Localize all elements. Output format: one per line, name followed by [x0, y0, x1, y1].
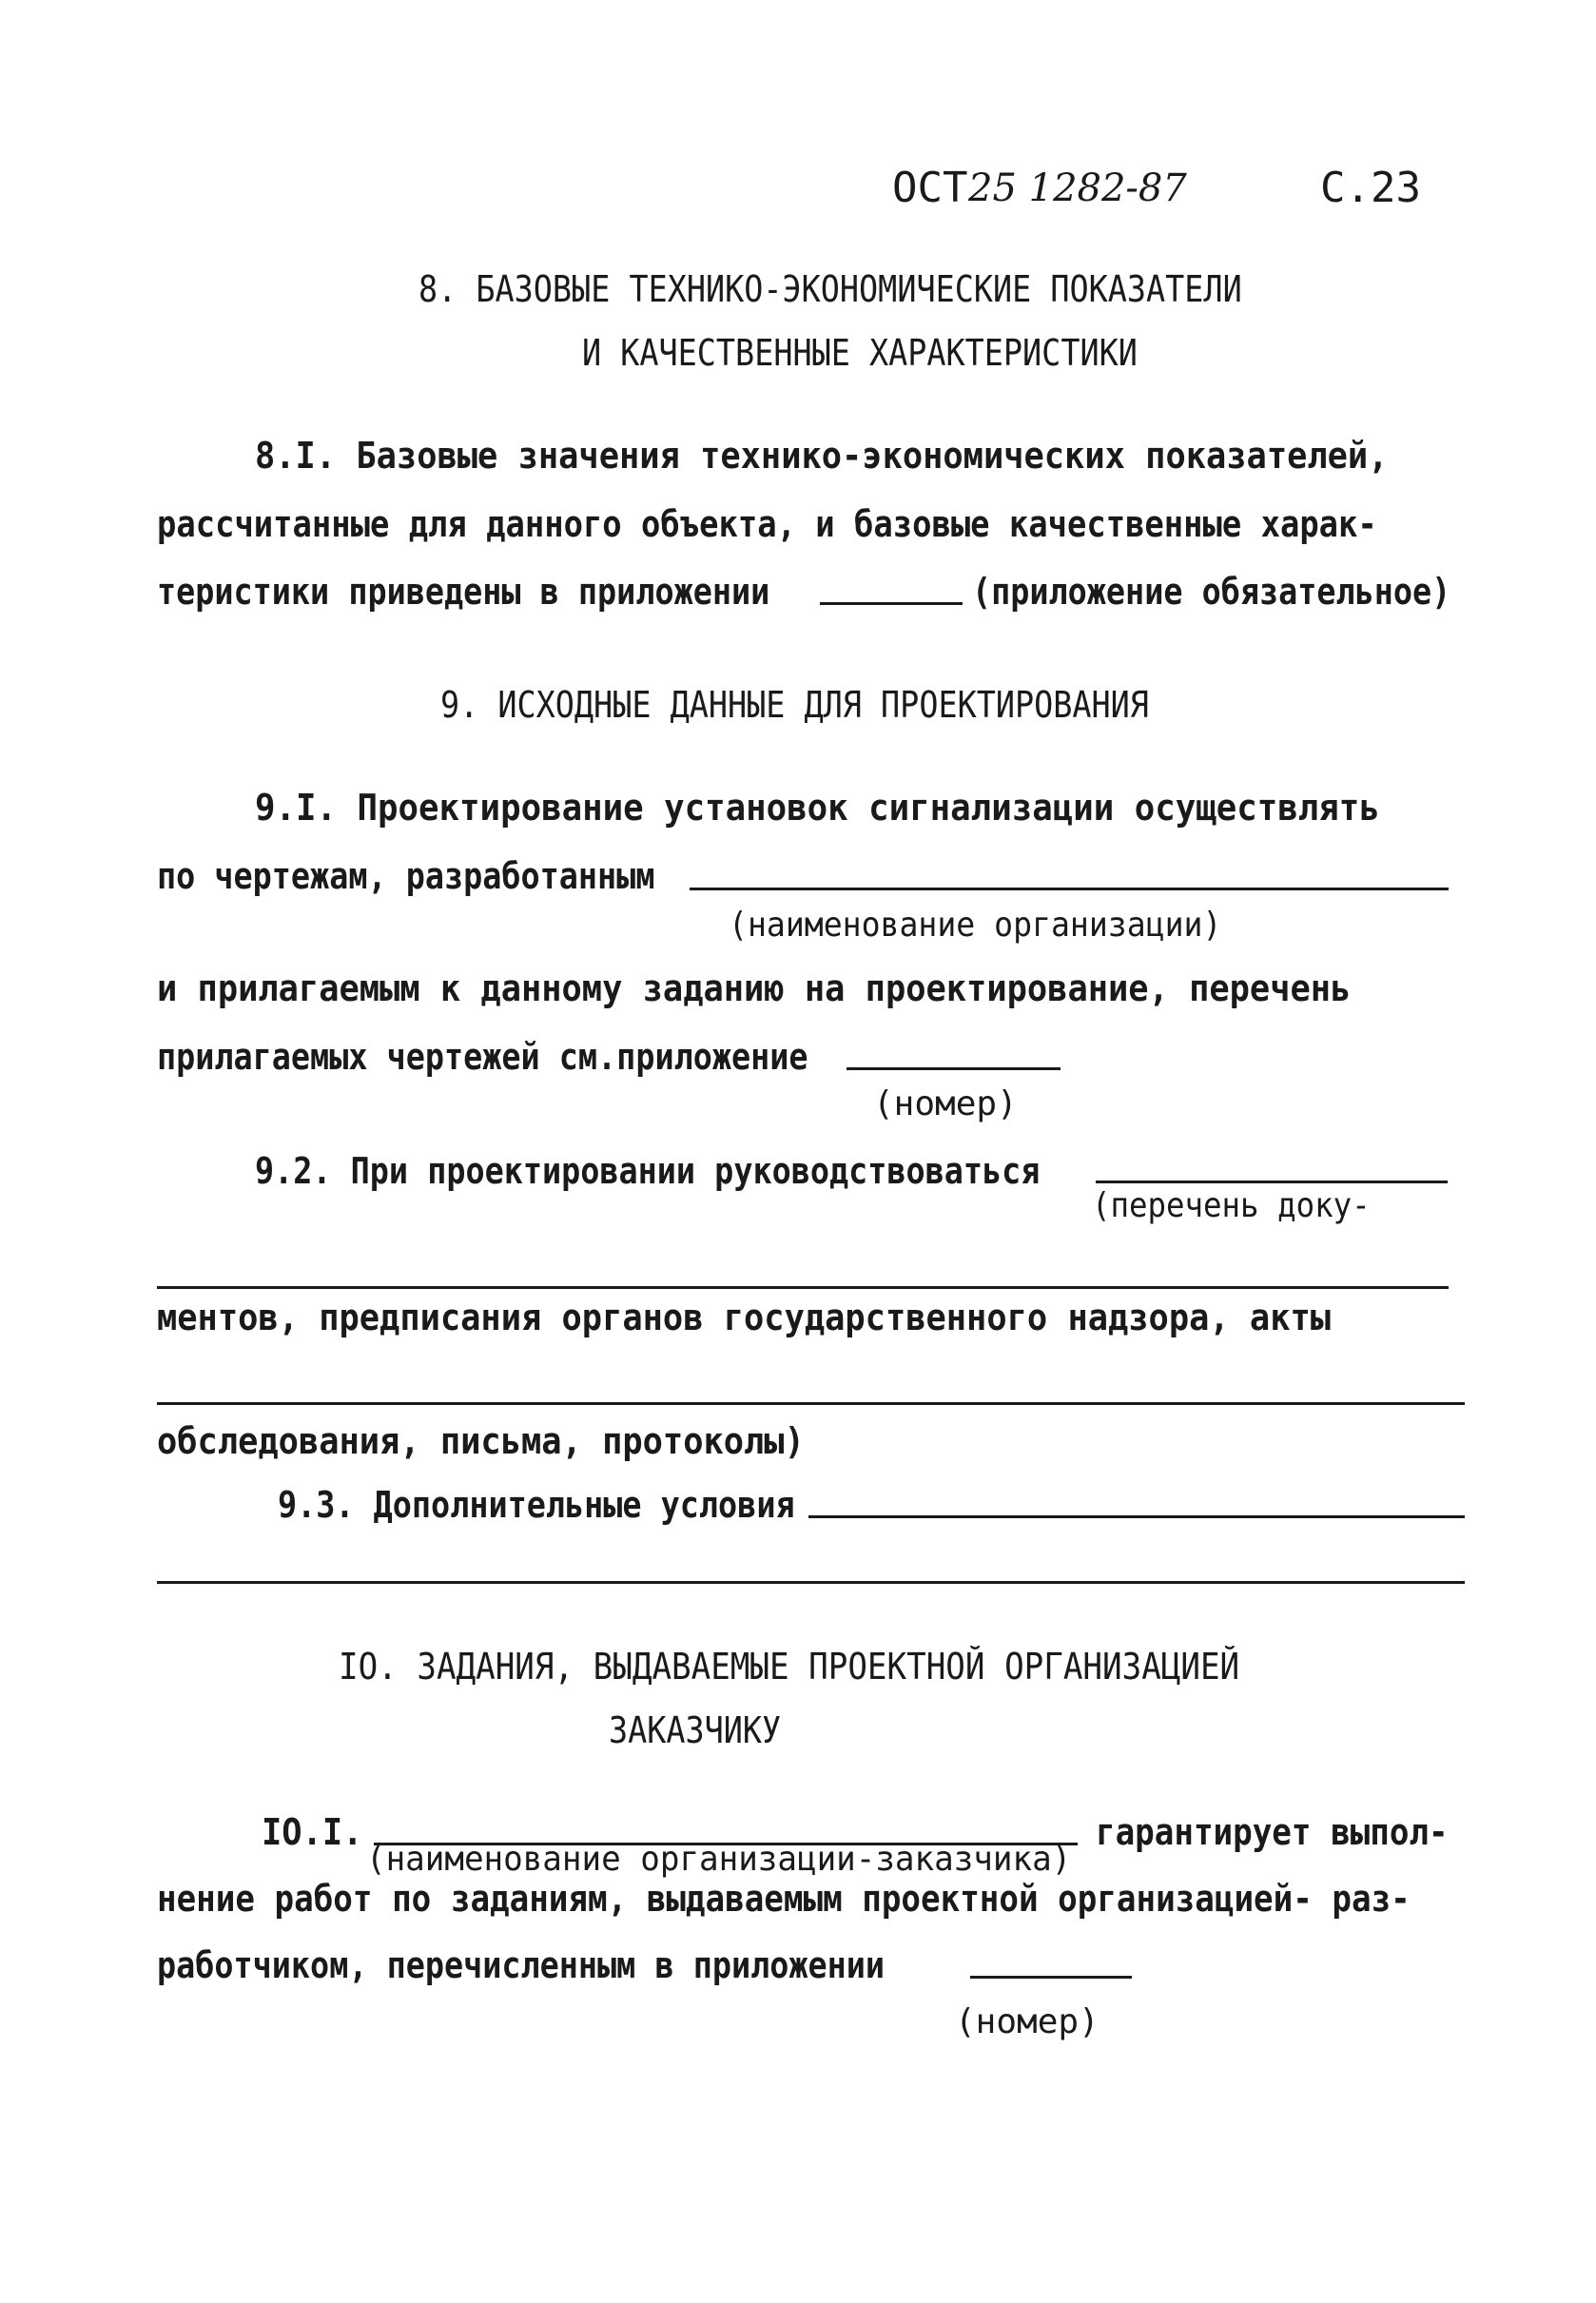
works-number-blank-line [970, 1976, 1132, 1979]
section9-p1-line2: по чертежам, разработанным [157, 855, 655, 897]
section10-heading-line1: IO. ЗАДАНИЯ, ВЫДАВАЕМЫЕ ПРОЕКТНОЙ ОРГАНИЗАЦИЕЙ [339, 1646, 1240, 1688]
customer-caption: (наименование организации-заказчика) [366, 1840, 1072, 1879]
documents-blank-line [1096, 1181, 1448, 1183]
section8-p1-line3: теристики приведены в приложении [157, 571, 770, 613]
section9-p2-line2: ментов, предписания органов государственного надзора, акты [157, 1297, 1332, 1338]
section10-p1-num: IO.I. [262, 1811, 363, 1853]
documents-blank-line-2 [157, 1286, 1449, 1289]
ost-label: ОСТ [892, 164, 968, 212]
section8-p1-line1: 8.I. Базовые значения технико-экономических показателей, [255, 435, 1389, 477]
section10-p1-line2: нение работ по заданиям, выдаваемым проектной организацией- раз- [157, 1878, 1411, 1920]
ost-number: 25 1282-87 [968, 166, 1187, 210]
section9-p2-line3: обследования, письма, протоколы) [157, 1420, 805, 1462]
section8-heading-line2: И КАЧЕСТВЕННЫЕ ХАРАКТЕРИСТИКИ [582, 332, 1138, 374]
section9-heading: 9. ИСХОДНЫЕ ДАННЫЕ ДЛЯ ПРОЕКТИРОВАНИЯ [440, 684, 1149, 726]
appendix-note: (приложение обязательное) [972, 571, 1451, 613]
conditions-blank-line [808, 1515, 1465, 1518]
appendix-blank-line [820, 602, 963, 605]
section9-p1-line1: 9.I. Проектирование установок сигнализации осуществлять [255, 787, 1380, 829]
page-number: С.23 [1320, 164, 1421, 212]
documents-caption: (перечень доку- [1092, 1186, 1371, 1225]
organization-caption: (наименование организации) [729, 906, 1222, 945]
documents-blank-line-3 [157, 1402, 1465, 1405]
drawings-number-blank-line [847, 1067, 1061, 1070]
section10-p1-tail: гарантирует выпол- [1096, 1811, 1449, 1853]
number-caption-2: (номер) [955, 2002, 1100, 2041]
conditions-blank-line-2 [157, 1581, 1465, 1584]
section9-p1-line3: и прилагаемым к данному заданию на проектирование, перечень [157, 967, 1352, 1009]
organization-blank-line [690, 888, 1449, 890]
section9-p2-line1: 9.2. При проектировании руководствоваться [255, 1150, 1041, 1192]
section9-p1-line4: прилагаемых чертежей см.приложение [157, 1036, 808, 1078]
section10-heading-line2: ЗАКАЗЧИКУ [609, 1709, 782, 1751]
section10-p1-line3: работчиком, перечисленным в приложении [157, 1944, 886, 1986]
section9-p3-line1: 9.3. Дополнительные условия [278, 1484, 795, 1526]
section8-p1-line2: рассчитанные для данного объекта, и базовые качественные харак- [157, 503, 1377, 545]
section8-heading-line1: 8. БАЗОВЫЕ ТЕХНИКО-ЭКОНОМИЧЕСКИЕ ПОКАЗАТЕЛИ [418, 268, 1242, 310]
number-caption: (номер) [873, 1084, 1018, 1123]
